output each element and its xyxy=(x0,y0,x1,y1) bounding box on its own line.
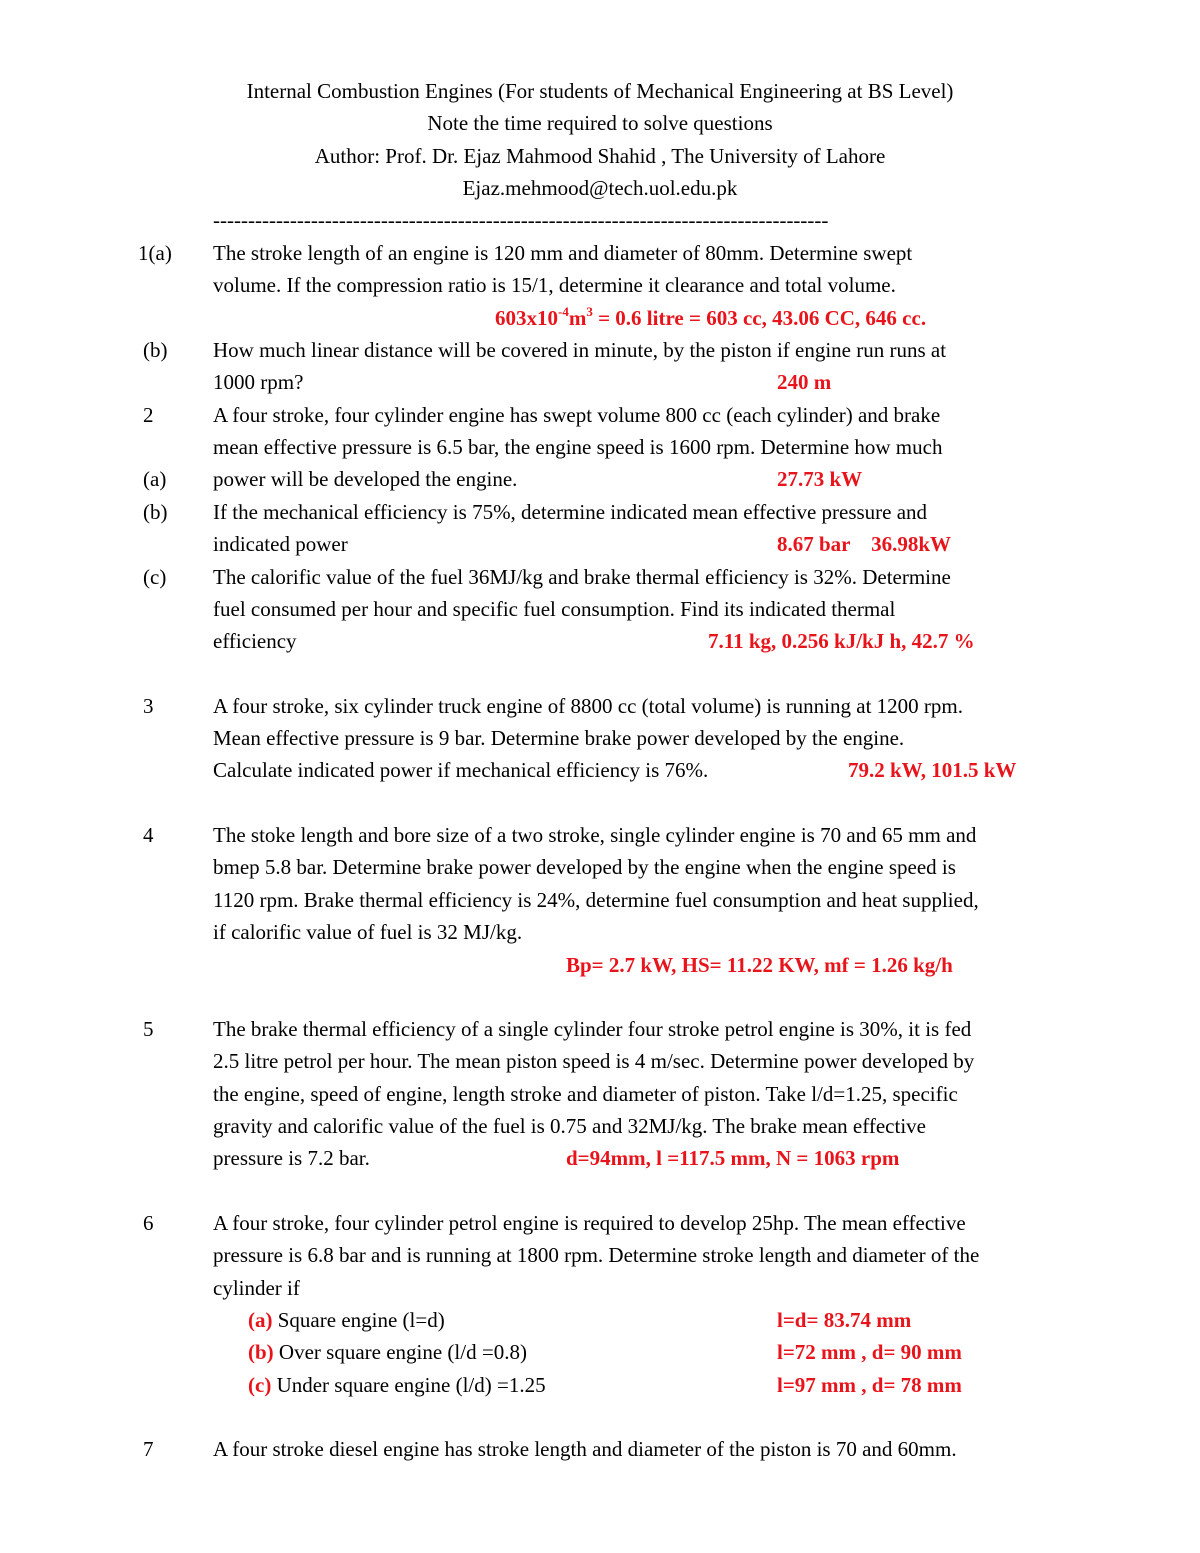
document-title: Internal Combustion Engines (For students of Mechanical Engineering at BS Level) xyxy=(246,79,954,103)
answer-6c: l=97 mm , d= 78 mm xyxy=(777,1373,962,1397)
question-number: 1(a) xyxy=(138,241,172,265)
answer-6b: l=72 mm , d= 90 mm xyxy=(777,1340,962,1364)
question-text: A four stroke, four cylinder engine has swept volume 800 cc (each cylinder) and brake xyxy=(213,403,941,427)
question-text: efficiency xyxy=(213,629,297,653)
question-text: 1120 rpm. Brake thermal efficiency is 24%, determine fuel consumption and heat supplied, xyxy=(213,888,979,912)
question-part-label: (b) xyxy=(143,500,168,524)
answer-1b: 240 m xyxy=(777,370,832,394)
question-text: the engine, speed of engine, length stroke and diameter of piston. Take l/d=1.25, specific xyxy=(213,1082,958,1106)
question-text: The stroke length of an engine is 120 mm and diameter of 80mm. Determine swept xyxy=(213,241,913,265)
answer-5: d=94mm, l =117.5 mm, N = 1063 rpm xyxy=(566,1146,900,1170)
question-text: volume. If the compression ratio is 15/1, determine it clearance and total volume. xyxy=(213,273,896,297)
question-text: Mean effective pressure is 9 bar. Determine brake power developed by the engine. xyxy=(213,726,905,750)
question-text: bmep 5.8 bar. Determine brake power developed by the engine when the engine speed is xyxy=(213,855,956,879)
question-text: A four stroke, six cylinder truck engine of 8800 cc (total volume) is running at 1200 rpm. xyxy=(213,694,964,718)
question-text: pressure is 7.2 bar. xyxy=(213,1146,370,1170)
question-text: cylinder if xyxy=(213,1276,300,1300)
question-text: A four stroke, four cylinder petrol engine is required to develop 25hp. The mean effective xyxy=(213,1211,966,1235)
option-c: (c) Under square engine (l/d) =1.25 xyxy=(248,1373,546,1397)
answer-4: Bp= 2.7 kW, HS= 11.22 KW, mf = 1.26 kg/h xyxy=(566,953,953,977)
question-number: 7 xyxy=(143,1437,154,1461)
question-number: 2 xyxy=(143,403,154,427)
question-text: power will be developed the engine. xyxy=(213,467,518,491)
question-text: The calorific value of the fuel 36MJ/kg and brake thermal efficiency is 32%. Determine xyxy=(213,565,951,589)
question-number: 3 xyxy=(143,694,154,718)
question-text: Calculate indicated power if mechanical efficiency is 76%. xyxy=(213,758,709,782)
document-email: Ejaz.mehmood@tech.uol.edu.pk xyxy=(462,176,738,200)
question-text: The stoke length and bore size of a two stroke, single cylinder engine is 70 and 65 mm and xyxy=(213,823,977,847)
question-text: A four stroke diesel engine has stroke length and diameter of the piston is 70 and 60mm. xyxy=(213,1437,957,1461)
option-a: (a) Square engine (l=d) xyxy=(248,1308,445,1332)
answer-1a: $603x10^{-4}m^3 = 0.6$ litre = 603 cc, 43.06 CC, 646 cc. xyxy=(495,304,927,330)
question-text: pressure is 6.8 bar and is running at 1800 rpm. Determine stroke length and diameter of the xyxy=(213,1243,980,1267)
answer-2c: 7.11 kg, 0.256 kJ/kJ h, 42.7 % xyxy=(708,629,975,653)
document-author: Author: Prof. Dr. Ejaz Mahmood Shahid , The University of Lahore xyxy=(314,144,886,168)
answer-6a: l=d= 83.74 mm xyxy=(777,1308,912,1332)
question-text: The brake thermal efficiency of a single cylinder four stroke petrol engine is 30%, it is fed xyxy=(213,1017,972,1041)
answer-2b: 8.67 bar 36.98kW xyxy=(777,532,952,556)
answer-2a: 27.73 kW xyxy=(777,467,863,491)
question-part-label: (c) xyxy=(143,565,167,589)
question-text: fuel consumed per hour and specific fuel consumption. Find its indicated thermal xyxy=(213,597,896,621)
answer-3: 79.2 kW, 101.5 kW xyxy=(848,758,1017,782)
question-text: If the mechanical efficiency is 75%, determine indicated mean effective pressure and xyxy=(213,500,928,524)
question-text: 1000 rpm? xyxy=(213,370,304,394)
question-part-label: (b) xyxy=(143,338,168,362)
question-text: indicated power xyxy=(213,532,348,556)
document-note: Note the time required to solve questions xyxy=(427,111,773,135)
question-text: How much linear distance will be covered in minute, by the piston if engine run runs at xyxy=(213,338,947,362)
question-number: 6 xyxy=(143,1211,154,1235)
separator-line: ---------------------------------------------------------------------------------------- xyxy=(213,208,829,232)
option-b: (b) Over square engine (l/d =0.8) xyxy=(248,1340,527,1364)
question-text: 2.5 litre petrol per hour. The mean piston speed is 4 m/sec. Determine power developed by xyxy=(213,1049,975,1073)
question-text: if calorific value of fuel is 32 MJ/kg. xyxy=(213,920,523,944)
question-part-label: (a) xyxy=(143,467,167,491)
question-number: 4 xyxy=(143,823,154,847)
question-text: mean effective pressure is 6.5 bar, the engine speed is 1600 rpm. Determine how much xyxy=(213,435,943,459)
question-text: gravity and calorific value of the fuel is 0.75 and 32MJ/kg. The brake mean effective xyxy=(213,1114,926,1138)
question-number: 5 xyxy=(143,1017,154,1041)
